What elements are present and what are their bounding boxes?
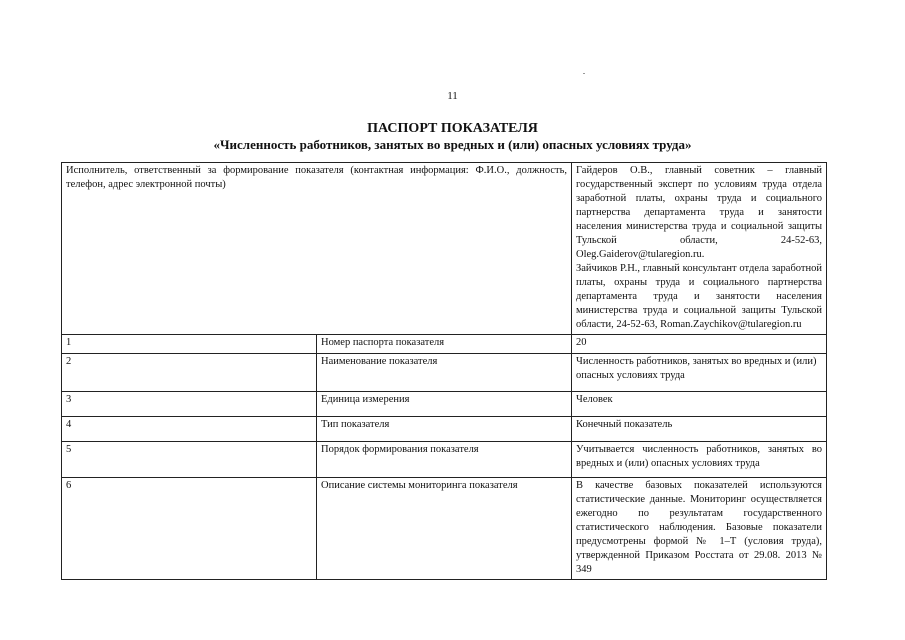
executor-label: Исполнитель, ответственный за формирование показателя (контактная информация: Ф.И.О., должность, телефон, адрес электронной почты) xyxy=(66,165,567,190)
executor-value-cell xyxy=(572,163,827,335)
row-number: 1 xyxy=(62,335,317,354)
table-row xyxy=(62,392,827,417)
row-value: 20 xyxy=(572,335,827,354)
row-value: Человек xyxy=(572,392,827,417)
document-subtitle: «Численность работников, занятых во вредных и (или) опасных условиях труда» xyxy=(213,137,692,152)
row-number: 2 xyxy=(62,354,317,392)
row-value: Учитывается численность работников, занятых во вредных и (или) опасных условиях труда xyxy=(572,442,827,478)
row-number: 4 xyxy=(62,417,317,442)
row-number: 5 xyxy=(62,442,317,478)
page-number: 11 xyxy=(447,90,458,102)
row-value: В качестве базовых показателей используются статистические данные. Мониторинг осуществляется ежегодно по результатам государственного статистического наблюдения. Базовые показатели предусмотрены формой № 1–Т (условия труда), утвержденной Приказом Росстата от 29.08. 2013 № 349 xyxy=(572,478,827,580)
table-row xyxy=(62,354,827,392)
row-label: Наименование показателя xyxy=(317,354,572,392)
executor-2: Зайчиков Р.Н., главный консультант отдела заработной платы, охраны труда и социального партнерства департамента труда и занятости населения министерства труда и социальной защиты Тульской области, 24-52-63, Roman.Zaychikov@tularegion.ru xyxy=(576,263,822,330)
table-row xyxy=(62,478,827,580)
row-label: Тип показателя xyxy=(317,417,572,442)
document-title: ПАСПОРТ ПОКАЗАТЕЛЯ xyxy=(367,121,538,136)
passport-table xyxy=(61,162,827,580)
row-value: Численность работников, занятых во вредных и (или) опасных условиях труда xyxy=(572,354,827,392)
row-label: Описание системы мониторинга показателя xyxy=(317,478,572,580)
row-number: 6 xyxy=(62,478,317,580)
table-row xyxy=(62,335,827,354)
table-row xyxy=(62,417,827,442)
row-label: Порядок формирования показателя xyxy=(317,442,572,478)
executor-1: Гайдеров О.В., главный советник – главный государственный эксперт по условиям труда отдела заработной платы, охраны труда и социального партнерства департамента труда и занятости населения министерства труда и социальной защиты Тульской области, 24-52-63, Oleg.Gaiderov@tularegion.ru. xyxy=(576,165,822,260)
row-value: Конечный показатель xyxy=(572,417,827,442)
executor-row xyxy=(62,163,827,335)
scan-speck xyxy=(583,73,585,74)
row-label: Номер паспорта показателя xyxy=(317,335,572,354)
table-row xyxy=(62,442,827,478)
row-label: Единица измерения xyxy=(317,392,572,417)
row-number: 3 xyxy=(62,392,317,417)
executor-label-cell xyxy=(62,163,572,335)
